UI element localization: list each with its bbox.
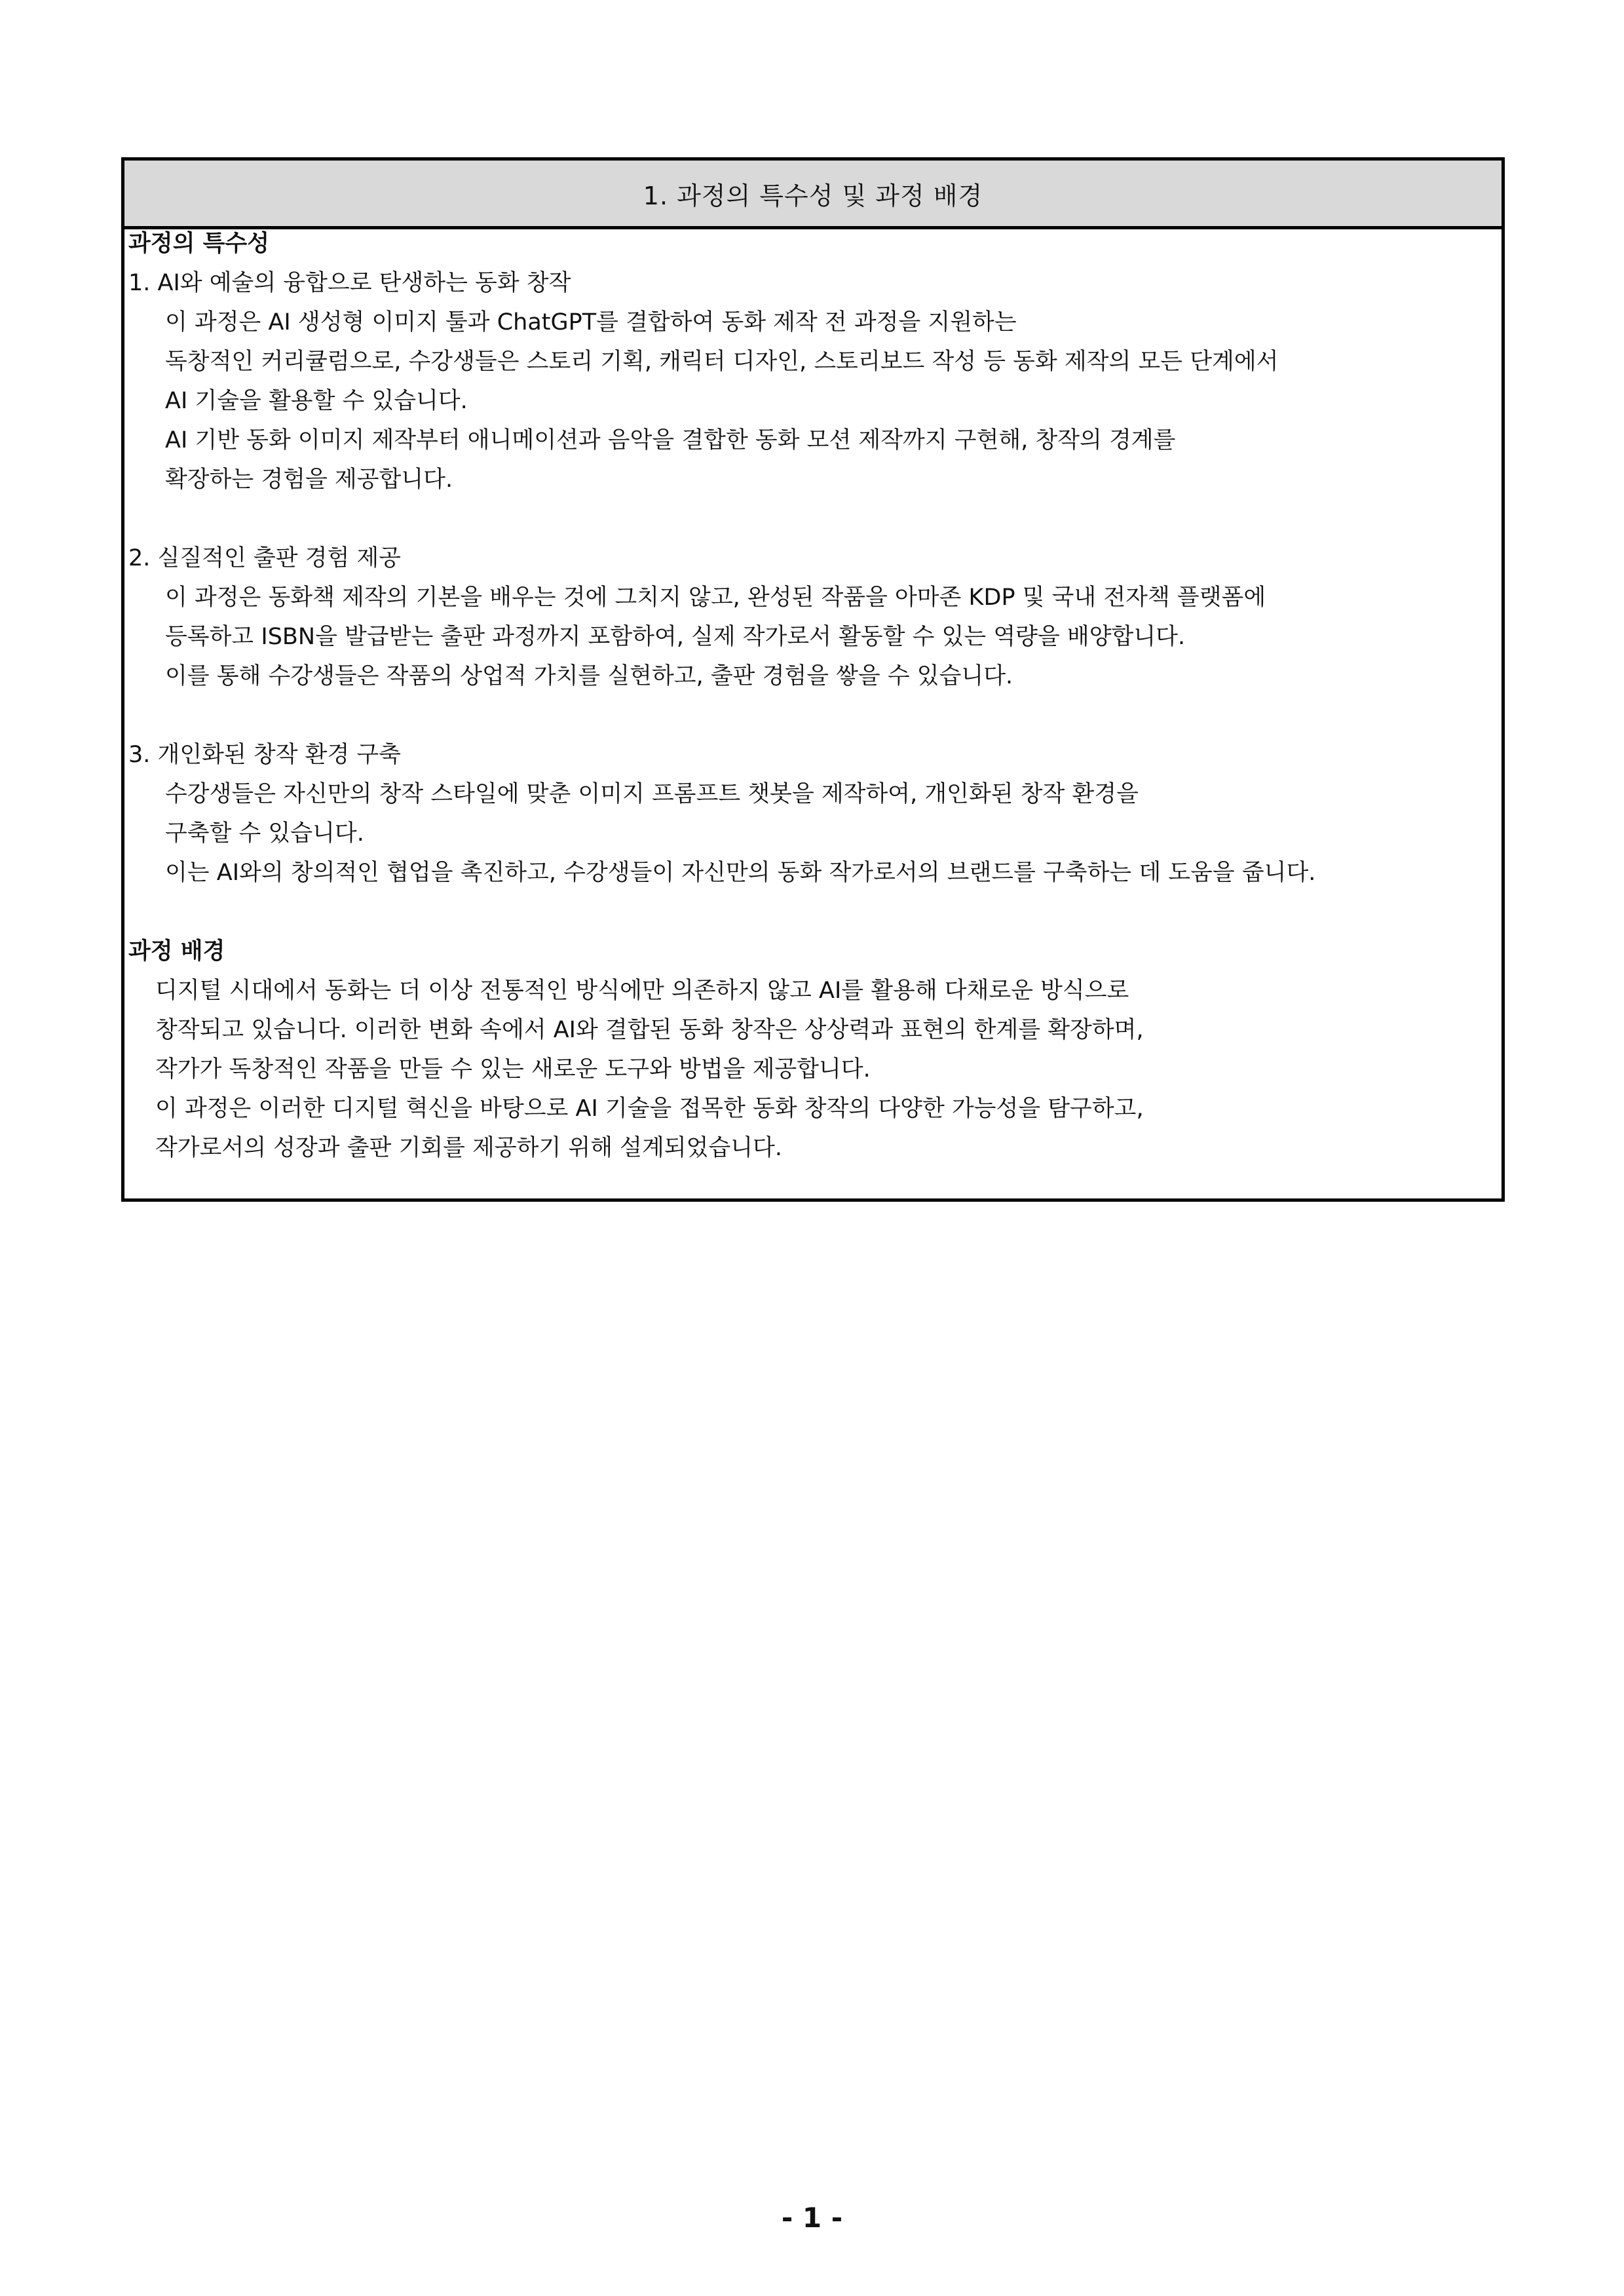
item-2-title: 2. 실질적인 출판 경험 제공 [128, 545, 401, 571]
background-line-4: 이 과정은 이러한 디지털 혁신을 바탕으로 AI 기술을 접목한 동화 창작의 다양한 가능성을 탐구하고, [155, 1096, 1144, 1122]
item-2-line-3: 이를 통해 수강생들은 작품의 상업적 가치를 실현하고, 출판 경험을 쌓을 수 있습니다. [165, 663, 1013, 689]
item-3-title: 3. 개인화된 창작 환경 구축 [128, 742, 401, 768]
item-1-line-5: 확장하는 경험을 제공합니다. [165, 467, 453, 493]
background-heading: 과정 배경 [128, 938, 225, 965]
item-3-line-3: 이는 AI와의 창의적인 협업을 촉진하고, 수강생들이 자신만의 동화 작가로서의 브랜드를 구축하는 데 도움을 줍니다. [165, 860, 1316, 886]
page-number: - 1 - [781, 2202, 843, 2234]
item-1-line-2: 독창적인 커리큘럼으로, 수강생들은 스토리 기획, 캐릭터 디자인, 스토리보드 작성 등 동화 제작의 모든 단계에서 [165, 349, 1279, 375]
item-3-line-2: 구축할 수 있습니다. [165, 820, 364, 847]
item-1-title: 1. AI와 예술의 융합으로 탄생하는 동화 창작 [128, 270, 571, 296]
item-3-line-1: 수강생들은 자신만의 창작 스타일에 맞춘 이미지 프롬프트 챗봇을 제작하여, 개인화된 창작 환경을 [165, 781, 1139, 807]
item-2-line-1: 이 과정은 동화책 제작의 기본을 배우는 것에 그치지 않고, 완성된 작품을 아마존 KDP 및 국내 전자책 플랫폼에 [165, 584, 1266, 611]
background-line-5: 작가로서의 성장과 출판 기회를 제공하기 위해 설계되었습니다. [155, 1135, 782, 1161]
background-line-3: 작가가 독창적인 작품을 만들 수 있는 새로운 도구와 방법을 제공합니다. [155, 1056, 871, 1082]
item-1-line-1: 이 과정은 AI 생성형 이미지 툴과 ChatGPT를 결합하여 동화 제작 전 과정을 지원하는 [165, 309, 1017, 335]
specialty-heading: 과정의 특수성 [128, 231, 270, 257]
item-1-line-3: AI 기술을 활용할 수 있습니다. [165, 388, 468, 414]
section-header: 1. 과정의 특수성 및 과정 배경 [124, 161, 1501, 229]
background-line-1: 디지털 시대에서 동화는 더 이상 전통적인 방식에만 의존하지 않고 AI를 활용해 다채로운 방식으로 [155, 978, 1129, 1004]
section-frame [121, 157, 1505, 1202]
item-1-line-4: AI 기반 동화 이미지 제작부터 애니메이션과 음악을 결합한 동화 모션 제작까지 구현해, 창작의 경계를 [165, 427, 1176, 453]
background-line-2: 창작되고 있습니다. 이러한 변화 속에서 AI와 결합된 동화 창작은 상상력과 표현의 한계를 확장하며, [155, 1017, 1144, 1043]
item-2-line-2: 등록하고 ISBN을 발급받는 출판 과정까지 포함하여, 실제 작가로서 활동할 수 있는 역량을 배양합니다. [165, 624, 1186, 650]
